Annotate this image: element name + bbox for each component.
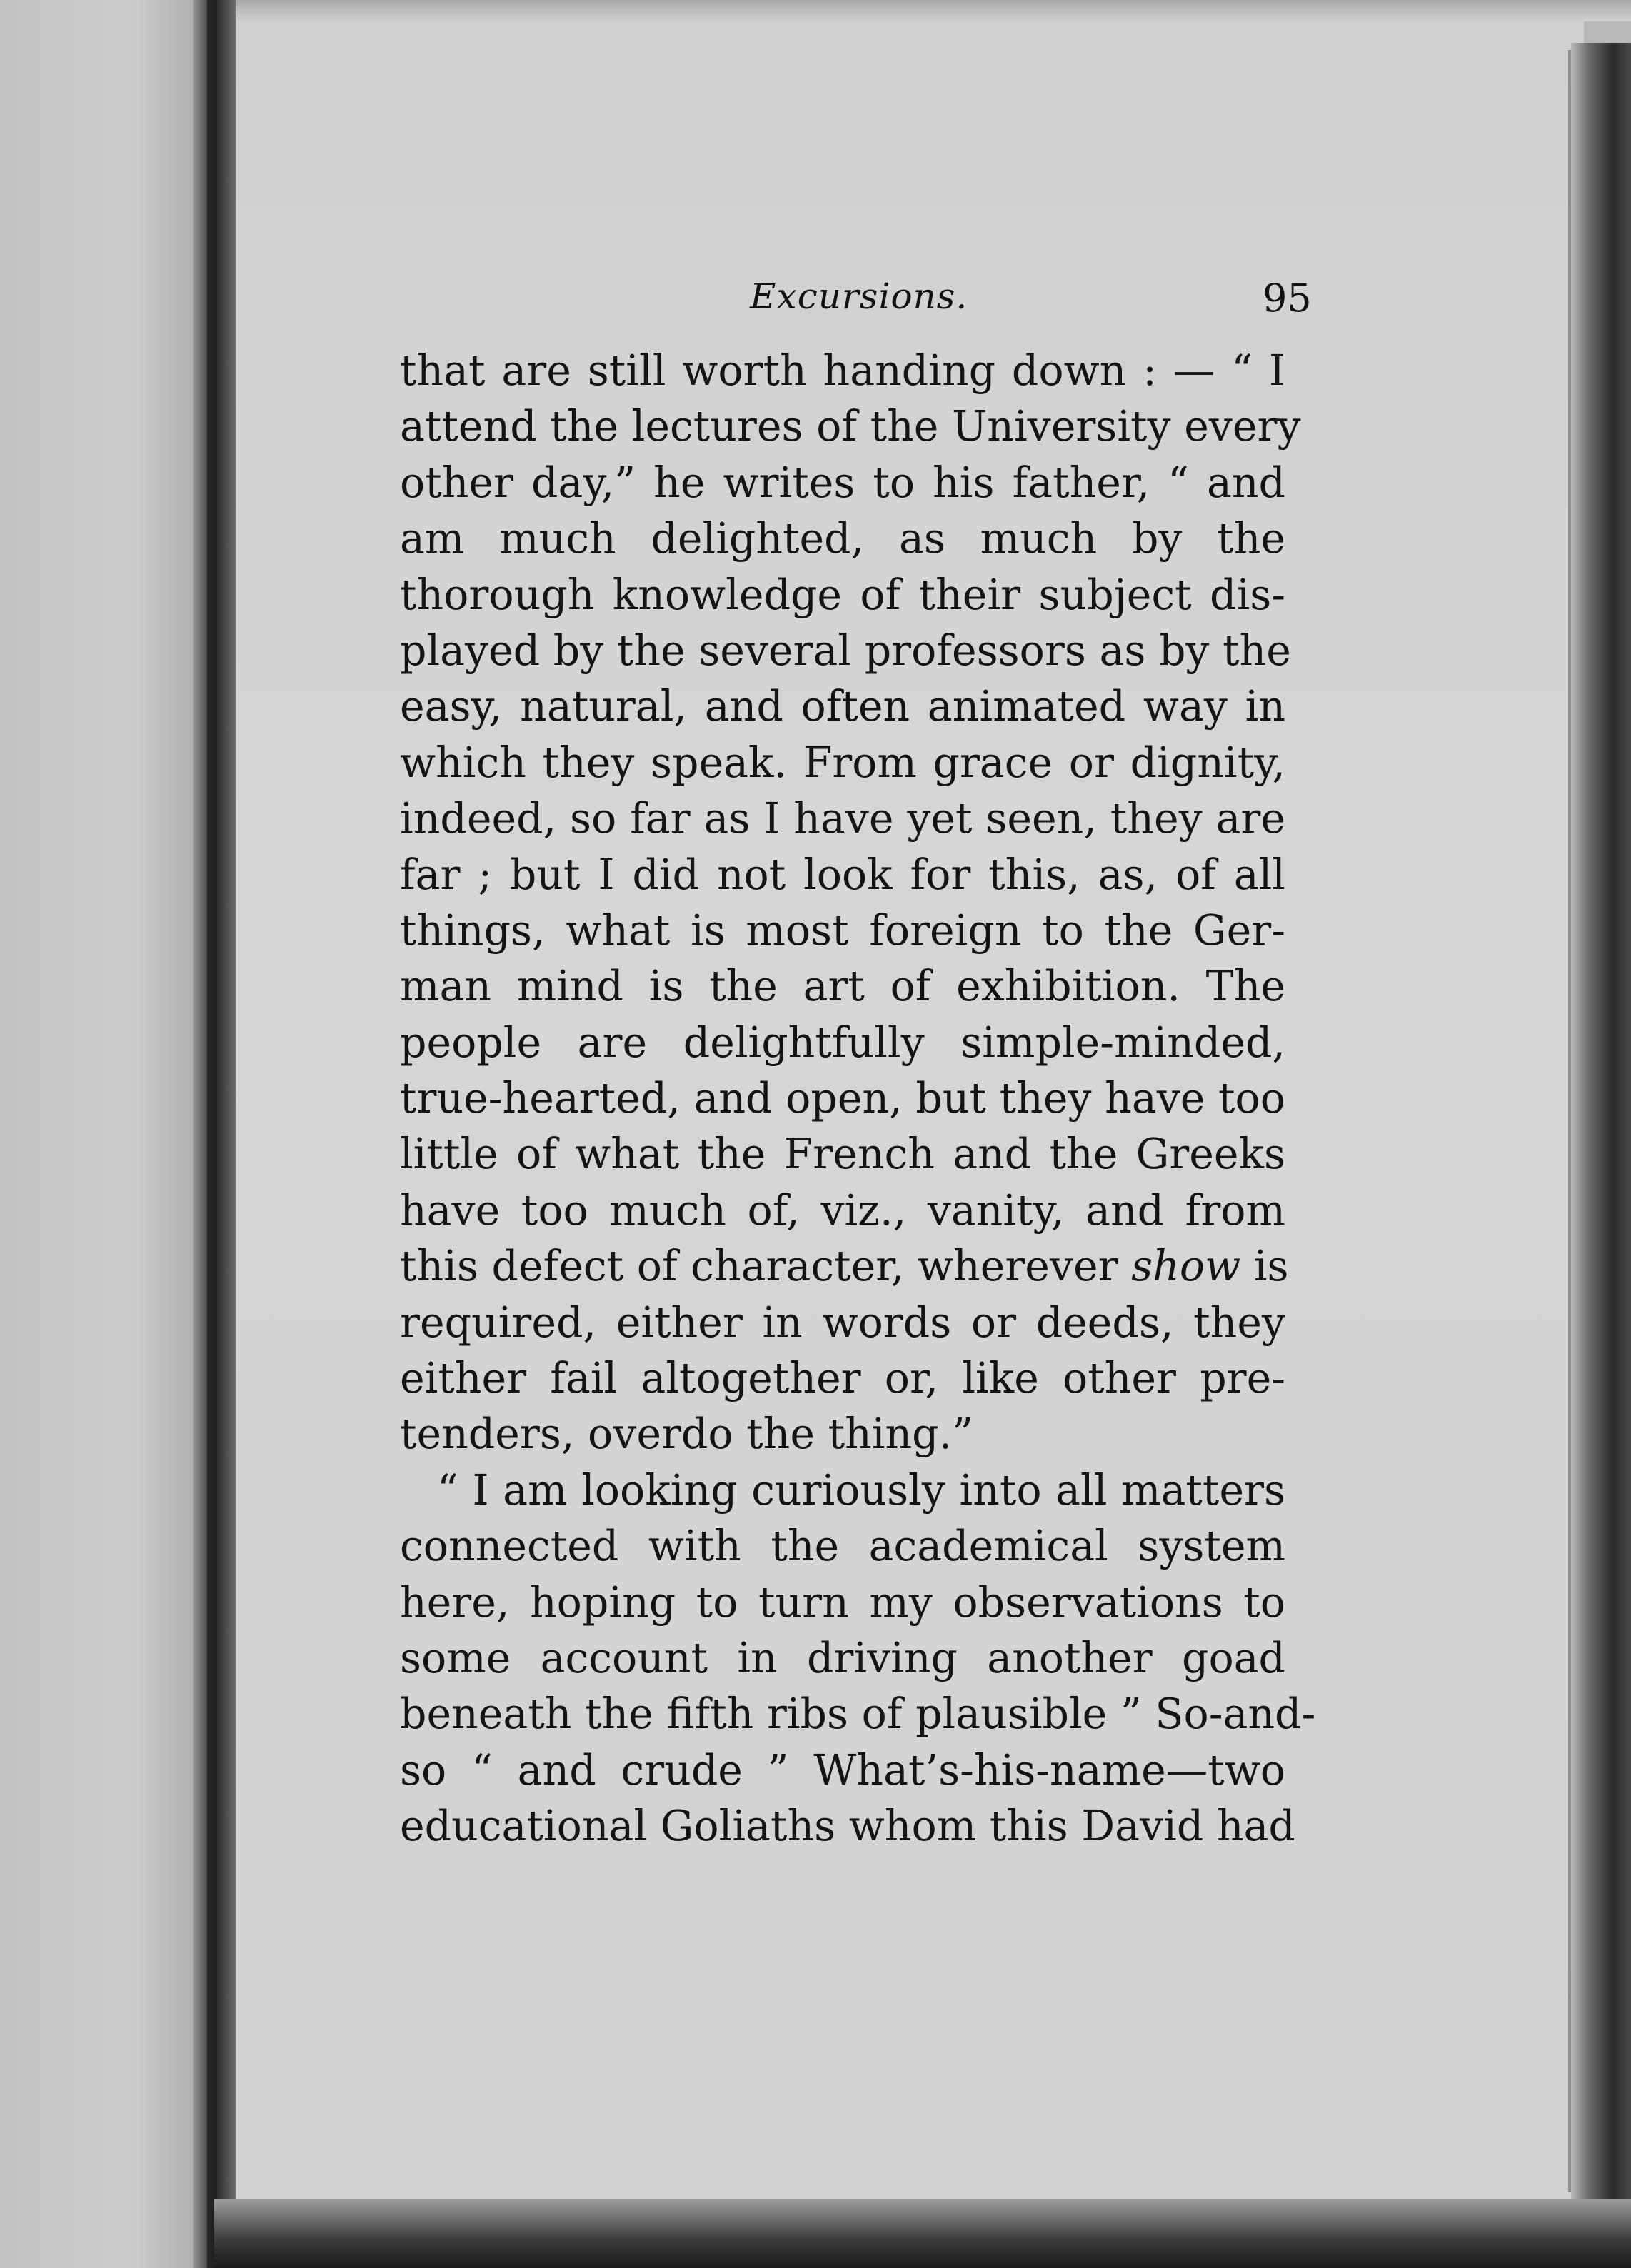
text-line: here, hoping to turn my observations to <box>400 1577 1285 1627</box>
book-cover-bottom-edge <box>214 2199 1631 2268</box>
text-line: people are delightfully simple-minded, <box>400 1018 1285 1067</box>
text-line: far ; but I did not look for this, as, of all <box>400 850 1285 899</box>
text-segment: this defect of character, wherever <box>400 1242 1132 1291</box>
text-line: “ I am looking curiously into all matters <box>437 1465 1285 1515</box>
facing-page-blank <box>0 0 214 2268</box>
page-top-edge <box>227 0 1631 21</box>
text-line: educational Goliaths whom this David had <box>400 1802 1295 1851</box>
text-line: attend the lectures of the University every <box>400 402 1301 451</box>
text-line: have too much of, viz., vanity, and from <box>400 1185 1285 1235</box>
text-line: required, either in words or deeds, they <box>400 1298 1285 1347</box>
body-text <box>400 343 1316 1855</box>
text-line: played by the several professors as by the <box>400 626 1291 675</box>
running-head: Excursions. <box>750 276 968 317</box>
text-line: connected with the academical system <box>400 1522 1285 1571</box>
text-line: so “ and crude ” What’s-his-name—two <box>400 1745 1285 1795</box>
text-line: tenders, overdo the thing.” <box>400 1410 974 1459</box>
text-line: easy, natural, and often animated way in <box>400 682 1285 731</box>
text-line: thorough knowledge of their subject dis- <box>400 570 1285 619</box>
text-line: indeed, so far as I have yet seen, they are <box>400 794 1285 843</box>
text-line: which they speak. From grace or dignity, <box>400 738 1285 787</box>
italic-word: show <box>1131 1242 1241 1291</box>
book-cover-right-edge <box>1571 43 1631 2268</box>
text-line: some account in driving another goad <box>400 1633 1285 1682</box>
text-line: things, what is most foreign to the Ger- <box>400 905 1285 955</box>
page-number: 95 <box>1263 276 1312 321</box>
text-line: little of what the French and the Greeks <box>400 1130 1285 1179</box>
text-segment: is <box>1240 1242 1289 1291</box>
text-line: either fail altogether or, like other pre- <box>400 1354 1285 1403</box>
binding-edge <box>207 0 217 2268</box>
text-line: beneath the fifth ribs of plausible ” So-and- <box>400 1690 1316 1739</box>
text-line: true-hearted, and open, but they have too <box>400 1074 1285 1123</box>
text-line: man mind is the art of exhibition. The <box>400 962 1285 1011</box>
text-line: am much delighted, as much by the <box>400 514 1285 563</box>
text-line: that are still worth handing down : — “ I <box>400 346 1285 395</box>
text-line: other day,” he writes to his father, “ and <box>400 458 1285 507</box>
text-line-with-italic <box>400 1238 1289 1294</box>
